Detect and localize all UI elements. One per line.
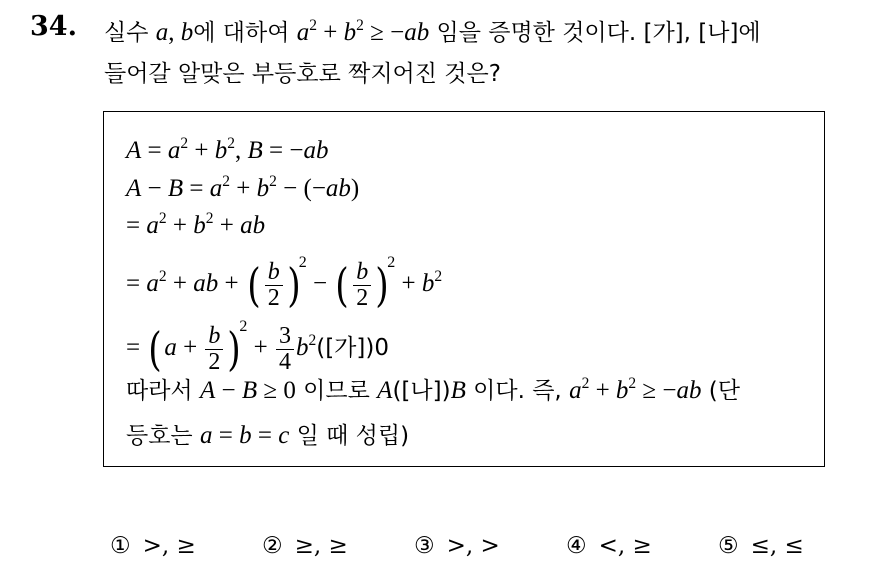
blank-na: ([나]) [392,378,451,404]
choice-3[interactable]: ③ >, > [414,533,500,559]
fraction-3-over-4: $\frac{3}{4}$ [276,324,294,375]
proof-line-6: 따라서 A − B ≥ 0 이므로 A([나])B 이다. 즉, $a^2 + b^2 \ge -ab$ (단 [126,374,741,404]
proof-line-4: = $a^2$ + ab + ( $\frac{b}{2}$ )2 − ( $\frac{b}{2}$ )$2 + b^2$ [126,254,443,313]
choice-2[interactable]: ② ≥, ≥ [262,533,348,559]
choice-4[interactable]: ④ <, ≥ [566,533,652,559]
question-stem-line-1: 실수 a, b에 대하여 $a^2 + b^2 \ge -ab$ 임을 증명한 것이다. [가], [나]에 [104,16,761,46]
fraction-b-over-2: $\frac{b}{2}$ [265,260,283,311]
question-stem-line-2: 들어갈 알맞은 부등호로 짝지어진 것은? [104,61,501,87]
blank-ga: ([가])0 [316,335,389,361]
answer-choices [0,533,884,565]
proof-line-3: = $a^2 + b^2$ + ab [126,209,266,239]
proof-line-1: $A = a^2 + b^2$, B = −ab [126,134,329,164]
fraction-b-over-2: $\frac{b}{2}$ [205,324,223,375]
question-number: 34. [30,11,77,42]
proof-line-5: = (a + $\frac{b}{2}$ )2 + $\frac{3}{4}$ $b^2$([가])0 [126,318,389,377]
choice-5[interactable]: ⑤ ≤, ≤ [718,533,804,559]
choice-1[interactable]: ① >, ≥ [110,533,196,559]
proof-line-2: $A - B = a^2 + b^2 - (-ab)$ [126,172,360,202]
fraction-b-over-2: $\frac{b}{2}$ [353,260,371,311]
proof-line-7: 등호는 a = b = c 일 때 성립) [126,422,410,449]
